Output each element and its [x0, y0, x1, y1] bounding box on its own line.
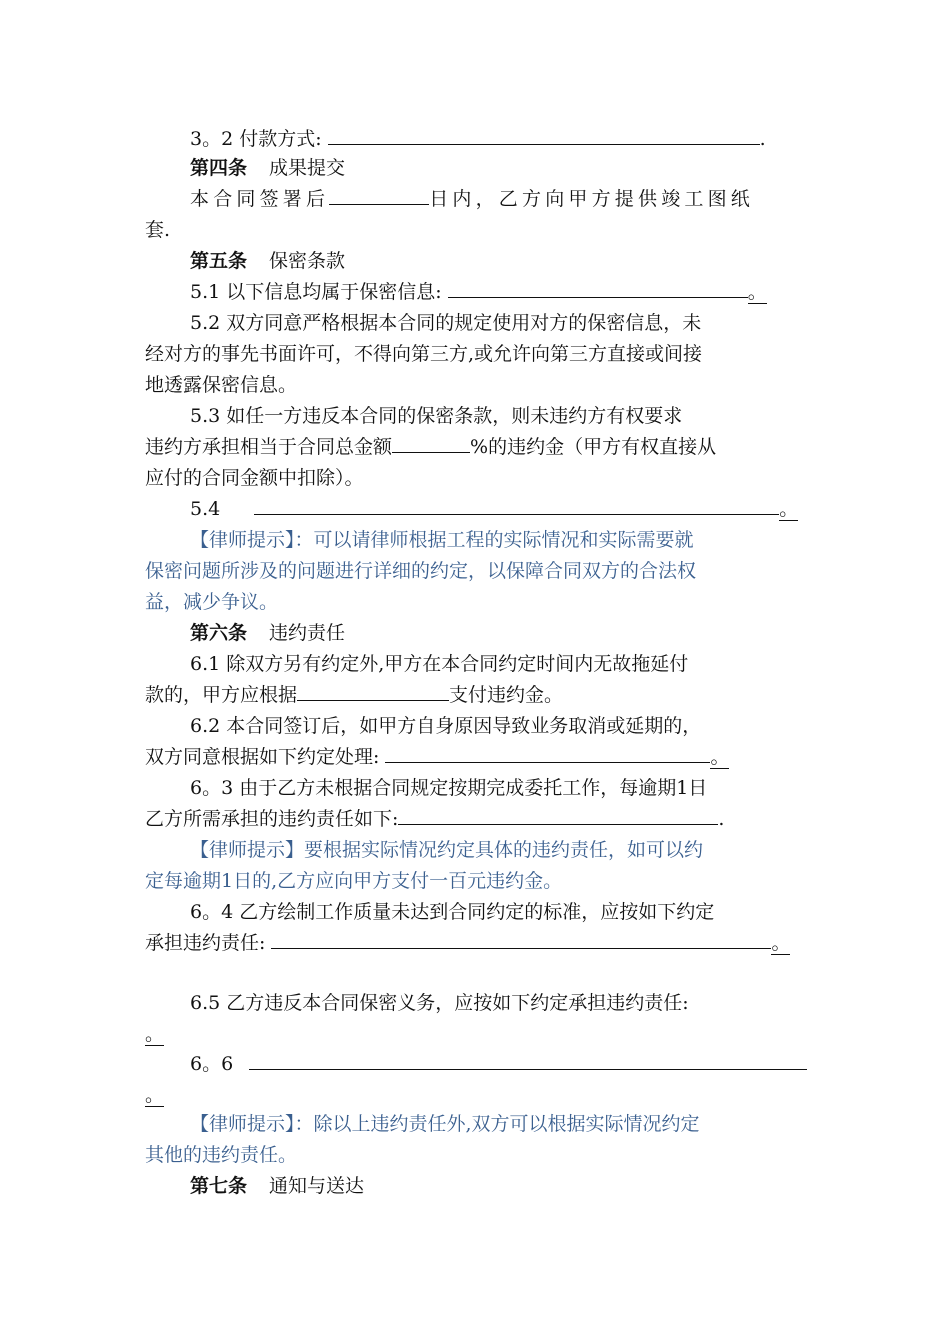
percent-blank[interactable]	[392, 434, 470, 453]
article-4-text-line1: 本合同签署后 日内，乙方向甲方提供竣工图纸	[190, 188, 755, 210]
clause-5-2-line3: 地透露保密信息。	[145, 374, 298, 396]
clause-6-1-line1: 6.1 除双方另有约定外,甲方在本合同约定时间内无故拖延付	[190, 653, 689, 675]
blank-field[interactable]	[385, 744, 710, 763]
basis-blank[interactable]	[297, 682, 449, 701]
clause-6-2-line2: 双方同意根据如下约定处理: 。	[145, 746, 730, 768]
days-blank[interactable]	[329, 186, 429, 205]
clause-5-2-line2: 经对方的事先书面许可，不得向第三方,或允许向第三方直接或间接	[145, 343, 703, 365]
clause-6-5-line1: 6.5 乙方违反本合同保密义务，应按如下约定承担违约责任:	[190, 992, 689, 1014]
lawyer-tip-2-line1: 【律师提示】要根据实际情况约定具体的违约责任，如可以约	[190, 839, 704, 861]
clause-label: 3。2 付款方式:	[190, 128, 322, 150]
lawyer-tip-3-line1: 【律师提示】：除以上违约责任外,双方可以根据实际情况约定	[190, 1113, 700, 1135]
clause-5-4: 5.4 。	[190, 498, 799, 520]
lawyer-tip-1-line3: 益，减少争议。	[145, 591, 279, 613]
blank-field[interactable]	[249, 1051, 807, 1070]
clause-5-2-line1: 5.2 双方同意严格根据本合同的规定使用对方的保密信息，未	[190, 312, 702, 334]
clause-5-1: 5.1 以下信息均属于保密信息: 。	[190, 281, 767, 303]
lawyer-tip-3-line2: 其他的违约责任。	[145, 1144, 298, 1166]
clause-6-6: 6。6	[190, 1050, 807, 1078]
clause-5-3-line1: 5.3 如任一方违反本合同的保密条款，则未违约方有权要求	[190, 405, 683, 427]
lawyer-tip-2-line2: 定每逾期1日的,乙方应向甲方支付一百元违约金。	[145, 870, 563, 892]
blank-field[interactable]	[271, 930, 771, 949]
blank-field[interactable]	[398, 806, 718, 825]
clause-6-1-line2: 款的，甲方应根据 支付违约金。	[145, 684, 564, 706]
article-5-heading: 第五条 保密条款	[190, 250, 346, 272]
clause-6-4-line1: 6。4 乙方绘制工作质量未达到合同约定的标准，应按如下约定	[190, 901, 715, 923]
blank-field[interactable]	[254, 496, 779, 515]
clause-6-3-line1: 6。3 由于乙方未根据合同规定按期完成委托工作，每逾期1日	[190, 777, 708, 799]
clause-6-6-line2: 。	[145, 1084, 165, 1106]
clause-3-2: 3。2 付款方式: .	[190, 128, 766, 150]
clause-6-4-line2: 承担违约责任: 。	[145, 932, 791, 954]
lawyer-tip-1-line2: 保密问题所涉及的问题进行详细的约定，以保障合同双方的合法权	[145, 560, 697, 582]
article-4-heading: 第四条 成果提交	[190, 157, 346, 179]
clause-6-3-line2: 乙方所需承担的违约责任如下: .	[145, 808, 725, 830]
article-7-heading: 第七条 通知与送达	[190, 1175, 365, 1197]
article-4-text-line2: 套.	[145, 219, 171, 241]
article-6-heading: 第六条 违约责任	[190, 622, 346, 644]
clause-5-3-line2: 违约方承担相当于合同总金额 %的违约金（甲方有权直接从	[145, 436, 717, 458]
clause-6-5-line2: 。	[145, 1023, 165, 1045]
blank-field[interactable]	[328, 126, 760, 145]
clause-6-2-line1: 6.2 本合同签订后，如甲方自身原因导致业务取消或延期的，	[190, 715, 702, 737]
clause-5-3-line3: 应付的合同金额中扣除）。	[145, 467, 364, 489]
blank-field[interactable]	[448, 279, 748, 298]
lawyer-tip-1-line1: 【律师提示】：可以请律师根据工程的实际情况和实际需要就	[190, 529, 694, 551]
